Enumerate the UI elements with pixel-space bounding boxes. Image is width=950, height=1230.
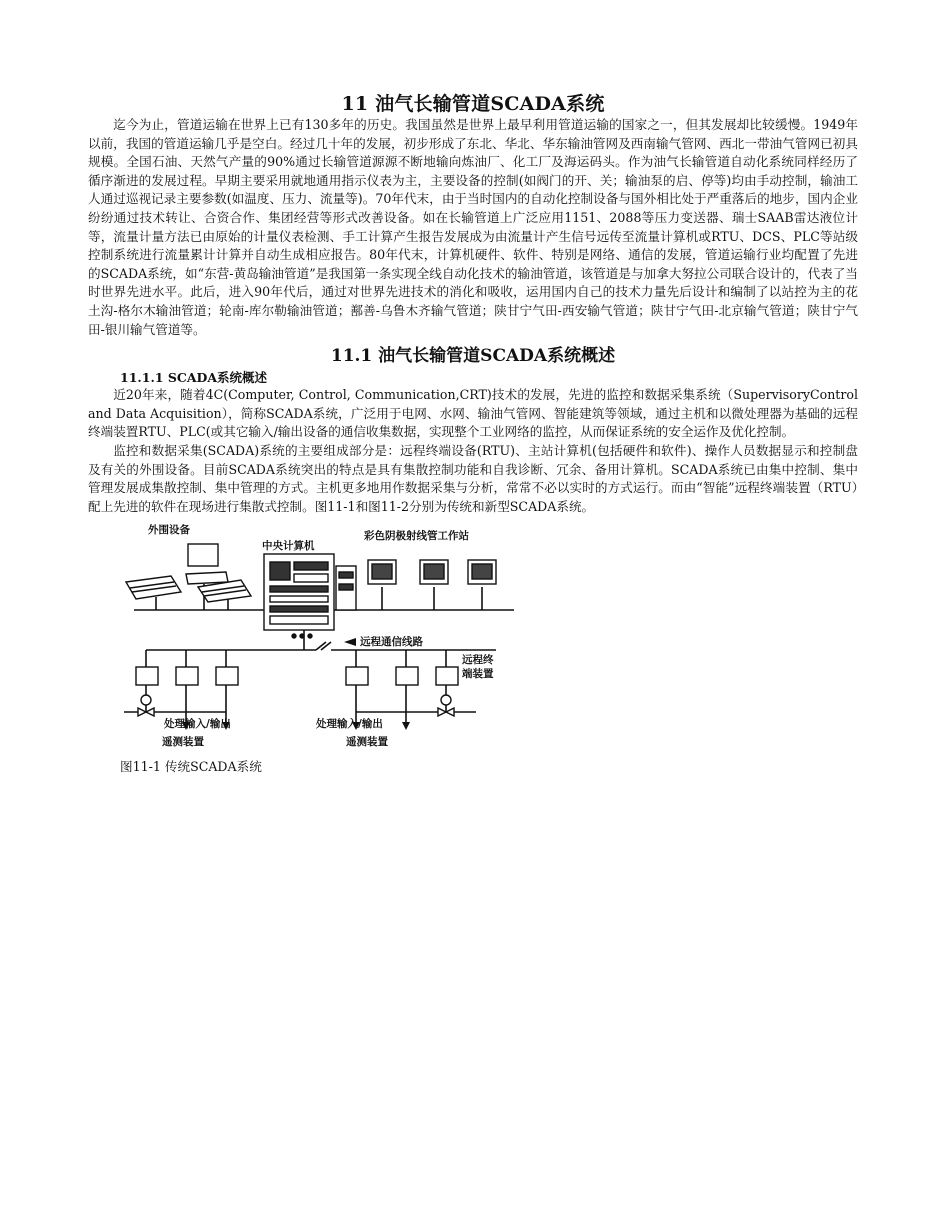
label-telemetry-left: 遥测装置 xyxy=(162,736,204,749)
remote-terminal-units xyxy=(136,667,458,716)
crt-workstations xyxy=(368,560,496,584)
figure-caption: 图11-1 传统SCADA系统 xyxy=(120,759,262,775)
label-process-io-right: 处理输入/输出 xyxy=(316,718,383,731)
scada-diagram xyxy=(116,522,536,752)
section-title: 11.1 油气长输管道SCADA系统概述 xyxy=(330,346,616,367)
label-telemetry-right: 遥测装置 xyxy=(346,736,388,749)
label-central-computer: 中央计算机 xyxy=(262,540,315,553)
intro-paragraph: 迄今为止，管道运输在世界上已有130多年的历史。我国虽然是世界上最早利用管道运输的国家之一，但其发展却比较缓慢。1949年以前，我国的管道运输几乎是空白。经过几十年的发展，初步形成了东北、华北、华东输油管网及西南输气管网、西北一带油气管网已初具规模。全国石油、天然气产量的90%通过长输管道源源不断地输向炼油厂、化工厂及海运码头。作为油气长输管道自动化系统同样经历了循序渐进的发展过程。早期主要采用就地通用指示仪表为主，主要设备的控制(如阀门的开、关；输油泵的启、停等)均由手动控制，输油工人通过巡视记录主要参数(如温度、压力、流量等)。70年代末，由于当时国内的自动化控制设备与国外相比处于严重落后的地步，国内企业纷纷通过技术转让、合资合作、集团经营等形式改善设备。如在长输管道上广泛应用1151、2088等压力变送器、瑞士SAAB雷达液位计等，流量计量方法已由原始的计量仪表检测、手工计算产生报告发展成为由流量计产生信号远传至流量计算机或RTU、DCS、PLC等站级控制系统进行流量累计计算并自动生成相应报告。80年代末，计算机硬件、软件、特别是网络、通信的发展，管道运输行业均配置了先进的SCADA系统，如“东营-黄岛输油管道”是我国第一条实现全线自动化技术的输油管道，该管道是与加拿大努拉公司联合设计的，代表了当时世界先进水平。此后，进入90年代后，通过对世界先进技术的消化和吸收，运用国内自己的技术力量先后设计和编制了以站控为主的花土沟-格尔木输油管道；轮南-库尔勒输油管道；鄯善-乌鲁木齐输气管道；陕甘宁气田-西安输气管道；陕甘宁气田-北京输气管道；陕甘宁气田-银川输气管道等。 xyxy=(88,117,858,337)
label-peripherals: 外围设备 xyxy=(148,524,190,537)
paragraph-scada-overview: 近20年来，随着4C(Computer, Control, Communication,CRT)技术的发展，先进的监控和数据采集系统（SupervisoryControl and Data Acquisition），简称SCADA系统，广泛用于电网、水网、输油气管网、智能建筑等领域，通过主机和以微处理器为基础的远程终端装置RTU、PLC(或其它输入/输出设备的通信收集数据，实现整个工业网络的监控，从而保证系统的安全运作及优化控制。 xyxy=(88,387,858,440)
document-page xyxy=(88,88,858,776)
label-crt-workstation: 彩色阴极射线管工作站 xyxy=(364,530,469,543)
label-remote-comm-line: 远程通信线路 xyxy=(360,636,423,649)
central-computer-drawing xyxy=(264,554,356,638)
paragraph-scada-components: 监控和数据采集(SCADA)系统的主要组成部分是：远程终端设备(RTU)、主站计算机(包括硬件和软件)、操作人员数据显示和控制盘及有关的外围设备。目前SCADA系统突出的特点是具有集散控制功能和自我诊断、冗余、备用计算机。SCADA系统已由集中控制、集中管理发展成集散控制、集中管理的方式。主机更多地用作数据采集与分析，常常不必以实时的方式运行。而由“智能”远程终端装置（RTU）配上先进的软件在现场进行集散式控制。图11-1和图11-2分别为传统和新型SCADA系统。 xyxy=(88,442,858,514)
label-process-io-left: 处理输入/输出 xyxy=(164,718,231,731)
page-title: 11 油气长输管道SCADA系统 xyxy=(341,93,605,115)
subsection-title: 11.1.1 SCADA系统概述 xyxy=(120,370,268,386)
peripheral-terminals xyxy=(126,544,251,602)
label-remote-terminal-1: 远程终 xyxy=(462,654,494,667)
label-remote-terminal-2: 端装置 xyxy=(462,668,494,681)
